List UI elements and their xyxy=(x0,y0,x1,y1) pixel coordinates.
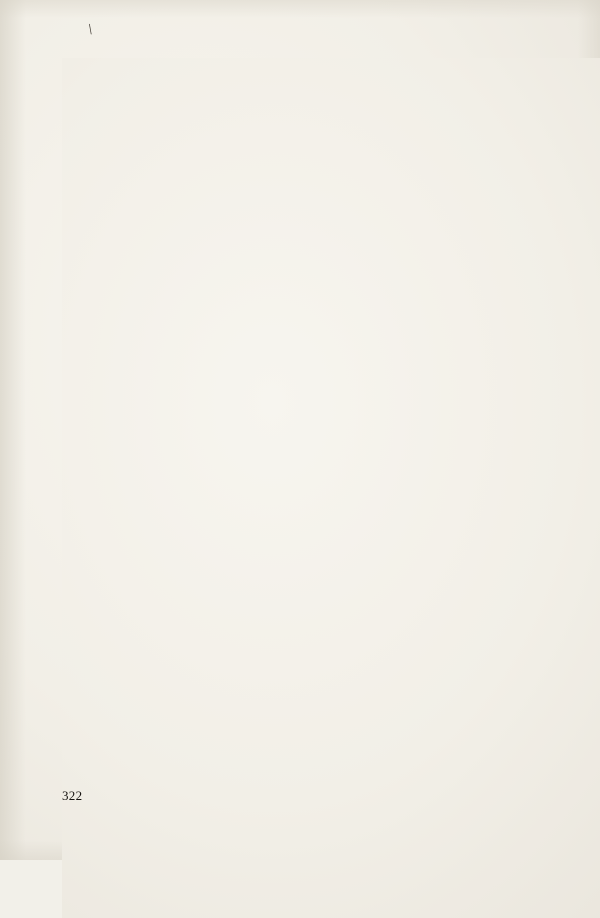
toc-entry[interactable] xyxy=(62,705,542,720)
table-of-contents xyxy=(62,58,542,720)
toc-table xyxy=(62,58,542,720)
page-number: 322 xyxy=(62,788,83,803)
toc-entry-page xyxy=(62,58,600,918)
page-edge-shading-top xyxy=(0,0,600,18)
page-edge-shading-left xyxy=(0,0,26,860)
handwritten-stray-mark: \ xyxy=(86,21,94,39)
